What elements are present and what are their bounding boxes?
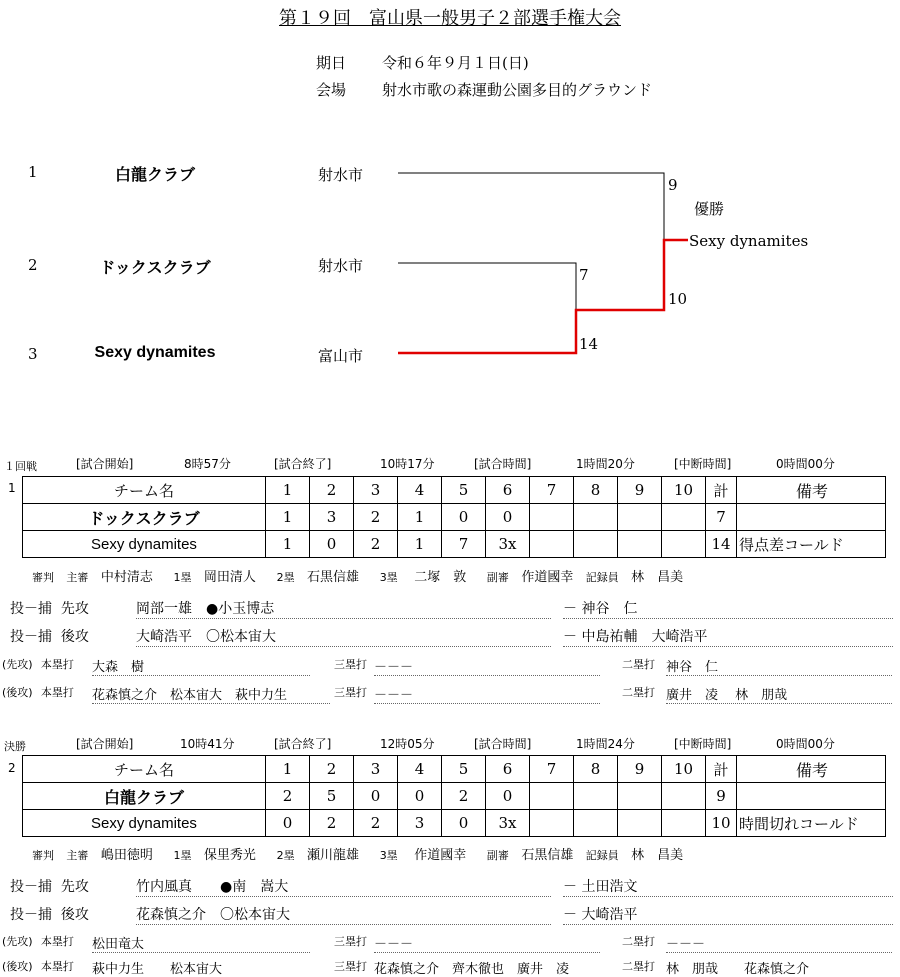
home-runs: 大森 樹 — [92, 656, 310, 676]
third-base-umpire: 作道國幸 — [414, 848, 467, 863]
battery-pitchers: 竹内風真 ●南 嵩大 — [136, 876, 551, 897]
inning-cell: 1 — [266, 531, 310, 558]
battery-catchers: － 中島祐輔 大崎浩平 — [563, 626, 893, 647]
header-cell: 5 — [442, 477, 486, 504]
triples: －－－ — [374, 684, 600, 704]
chief-umpire: 中村清志 — [100, 570, 153, 585]
total-cell: 10 — [706, 810, 737, 837]
inning-cell — [662, 504, 706, 531]
team-3-name: Sexy dynamites — [94, 344, 216, 361]
first-base-label: 1塁 — [173, 571, 192, 584]
battery-pitchers: 岡部一雄 ●小玉博志 — [136, 598, 551, 619]
recorder-label: 記録員 — [585, 571, 619, 584]
double-label-text: 二塁打 — [622, 658, 655, 671]
battery-label: 投－捕 — [10, 879, 52, 895]
duration-label: [試合時間] — [474, 457, 532, 471]
hits-side: (先攻) — [2, 658, 33, 671]
semifinal-score-bottom: 14 — [579, 335, 599, 353]
battery-side: 先攻 — [60, 879, 89, 895]
inning-cell: 0 — [442, 810, 486, 837]
inning-cell — [574, 810, 618, 837]
inning-cell — [662, 783, 706, 810]
table-row — [23, 504, 886, 531]
inning-cell — [574, 504, 618, 531]
hits-row — [2, 684, 74, 700]
final-score-bottom: 10 — [668, 290, 688, 308]
end-label: [試合終了] — [274, 457, 332, 471]
table-row — [23, 531, 886, 558]
duration-label: [試合時間] — [474, 737, 532, 751]
third-base-label: 3塁 — [379, 849, 398, 862]
header-cell: 3 — [354, 756, 398, 783]
double-label-text: 二塁打 — [622, 935, 655, 948]
inning-cell: 3 — [398, 810, 442, 837]
header-cell: 備考 — [737, 756, 886, 783]
inning-cell: 1 — [266, 504, 310, 531]
header-cell: 6 — [486, 756, 530, 783]
double-label-text: 二塁打 — [622, 960, 655, 973]
triple-label — [334, 933, 367, 949]
header-cell: 3 — [354, 477, 398, 504]
chief-label: 主審 — [66, 571, 89, 584]
header-cell: 5 — [442, 756, 486, 783]
battery-row — [10, 904, 89, 924]
hits-side: (後攻) — [2, 960, 33, 973]
inning-cell: 3x — [486, 810, 530, 837]
inning-cell: 2 — [266, 783, 310, 810]
doubles: 廣井 凌 林 朋哉 — [666, 684, 892, 704]
bracket-line-winner — [398, 240, 688, 353]
header-cell: 2 — [310, 756, 354, 783]
triple-label-text: 三塁打 — [334, 960, 367, 973]
note-cell — [737, 783, 886, 810]
venue-label: 会場 — [316, 81, 347, 99]
venue-value: 射水市歌の森運動公園多目的グラウンド — [382, 81, 653, 99]
team-name-cell: 白龍クラブ — [23, 783, 266, 810]
inning-cell: 0 — [398, 783, 442, 810]
hits-row — [2, 656, 74, 672]
inning-cell — [574, 783, 618, 810]
team-1-name: 白龍クラブ — [114, 167, 195, 184]
hr-label: 本塁打 — [40, 686, 74, 699]
home-runs: 松田竜太 — [92, 933, 310, 953]
battery-catchers: － 大崎浩平 — [563, 904, 893, 925]
header-cell: 8 — [574, 756, 618, 783]
start-value: 8時57分 — [184, 457, 231, 471]
header-cell: 7 — [530, 756, 574, 783]
inning-cell — [530, 531, 574, 558]
triples: －－－ — [374, 656, 600, 676]
header-cell: 9 — [618, 756, 662, 783]
battery-pitchers: 花森慎之介 〇松本宙大 — [136, 904, 551, 925]
doubles: 神谷 仁 — [666, 656, 892, 676]
date-label: 期日 — [316, 54, 347, 72]
recorder: 林 昌美 — [631, 570, 684, 585]
inning-cell: 0 — [310, 531, 354, 558]
seed-2: 2 — [28, 256, 38, 274]
hr-label: 本塁打 — [40, 658, 74, 671]
double-label — [622, 933, 655, 949]
inning-cell: 0 — [486, 783, 530, 810]
inning-cell: 2 — [442, 783, 486, 810]
break-label: [中断時間] — [674, 737, 732, 751]
doubles: 林 朋哉 花森慎之介 — [666, 962, 810, 977]
game-number: 1 — [8, 481, 16, 495]
second-base-umpire: 石黒信雄 — [307, 570, 360, 585]
start-value: 10時41分 — [180, 737, 235, 751]
inning-cell: 3 — [310, 504, 354, 531]
team-1-city: 射水市 — [318, 166, 364, 184]
inning-cell — [530, 810, 574, 837]
inning-cell — [618, 531, 662, 558]
team-2-city: 射水市 — [318, 257, 364, 275]
inning-cell: 2 — [354, 531, 398, 558]
inning-cell — [618, 810, 662, 837]
home-runs: 萩中力生 松本宙大 — [92, 962, 223, 977]
note-cell: 得点差コールド — [737, 531, 886, 558]
end-value: 12時05分 — [380, 737, 435, 751]
date-value: 令和６年９月１日(日) — [382, 54, 529, 72]
inning-cell: 7 — [442, 531, 486, 558]
start-label: [試合開始] — [76, 737, 134, 751]
inning-cell: 0 — [486, 504, 530, 531]
second-base-label: 2塁 — [276, 849, 295, 862]
sub-umpire: 石黒信雄 — [521, 848, 574, 863]
team-name-cell: Sexy dynamites — [23, 810, 266, 837]
team-name-cell: ドックスクラブ — [23, 504, 266, 531]
sub-umpire-label: 副審 — [486, 571, 509, 584]
double-label-text: 二塁打 — [622, 686, 655, 699]
header-cell: 7 — [530, 477, 574, 504]
triple-label — [334, 656, 367, 672]
break-value: 0時間00分 — [776, 457, 835, 471]
duration-value: 1時間24分 — [576, 737, 635, 751]
note-cell — [737, 504, 886, 531]
double-label — [622, 958, 655, 974]
header-cell: 4 — [398, 477, 442, 504]
second-base-label: 2塁 — [276, 571, 295, 584]
hits-side: (後攻) — [2, 686, 33, 699]
team-name-cell: Sexy dynamites — [23, 531, 266, 558]
header-cell: チーム名 — [23, 756, 266, 783]
champion-label: 優勝 — [694, 200, 725, 218]
page-title: 第１９回 富山県一般男子２部選手権大会 — [279, 8, 621, 29]
round-label: １回戦 — [4, 460, 37, 473]
game-number: 2 — [8, 761, 16, 775]
break-label: [中断時間] — [674, 457, 732, 471]
end-value: 10時17分 — [380, 457, 435, 471]
triple-label — [334, 684, 367, 700]
champion-name: Sexy dynamites — [689, 232, 809, 250]
referee-label: 審判 — [32, 849, 54, 862]
hr-label: 本塁打 — [40, 935, 74, 948]
home-runs: 花森慎之介 松本宙大 萩中力生 — [92, 684, 330, 704]
inning-cell — [530, 783, 574, 810]
battery-row — [10, 876, 89, 896]
double-label — [622, 656, 655, 672]
hr-label: 本塁打 — [40, 960, 74, 973]
header-cell: 計 — [706, 477, 737, 504]
doubles: －－－ — [666, 933, 892, 953]
team-3-city: 富山市 — [318, 347, 364, 365]
inning-cell — [618, 783, 662, 810]
duration-value: 1時間20分 — [576, 457, 635, 471]
hits-row — [2, 958, 74, 974]
header-cell: 計 — [706, 756, 737, 783]
triple-label-text: 三塁打 — [334, 658, 367, 671]
header-cell: 備考 — [737, 477, 886, 504]
bracket-lines — [0, 0, 900, 420]
second-base-umpire: 瀬川龍雄 — [307, 848, 360, 863]
header-cell: 10 — [662, 756, 706, 783]
end-label: [試合終了] — [274, 737, 332, 751]
inning-cell: 0 — [266, 810, 310, 837]
battery-row — [10, 598, 89, 618]
battery-label: 投－捕 — [10, 907, 52, 923]
hits-row — [2, 933, 74, 949]
inning-cell: 2 — [354, 810, 398, 837]
third-base-label: 3塁 — [379, 571, 398, 584]
header-cell: 2 — [310, 477, 354, 504]
chief-umpire: 嶋田徳明 — [100, 848, 153, 863]
inning-cell: 0 — [354, 783, 398, 810]
boxscore-header-row — [23, 477, 886, 504]
round-label: 決勝 — [4, 740, 26, 753]
chief-label: 主審 — [66, 849, 89, 862]
boxscore-table — [22, 755, 886, 837]
seed-1: 1 — [28, 163, 38, 181]
battery-catchers: － 神谷 仁 — [563, 598, 893, 619]
header-cell: チーム名 — [23, 477, 266, 504]
triple-label-text: 三塁打 — [334, 935, 367, 948]
final-score-top: 9 — [668, 176, 678, 194]
umpire-line — [32, 566, 683, 585]
first-base-umpire: 保里秀光 — [203, 848, 256, 863]
header-cell: 4 — [398, 756, 442, 783]
battery-side: 後攻 — [60, 907, 89, 923]
bracket-line-team1 — [398, 173, 664, 240]
referee-label: 審判 — [32, 571, 54, 584]
header-cell: 6 — [486, 477, 530, 504]
battery-label: 投－捕 — [10, 601, 52, 617]
sub-umpire-label: 副審 — [486, 849, 509, 862]
inning-cell: 0 — [442, 504, 486, 531]
recorder-label: 記録員 — [585, 849, 619, 862]
battery-label: 投－捕 — [10, 629, 52, 645]
inning-cell: 1 — [398, 504, 442, 531]
inning-cell — [662, 531, 706, 558]
triples: 花森慎之介 齊木徹也 廣井 凌 — [374, 962, 570, 977]
triple-label-text: 三塁打 — [334, 686, 367, 699]
semifinal-score-top: 7 — [579, 266, 589, 284]
third-base-umpire: 二塚 敦 — [414, 570, 467, 585]
inning-cell: 2 — [354, 504, 398, 531]
recorder: 林 昌美 — [631, 848, 684, 863]
battery-side: 先攻 — [60, 601, 89, 617]
header-cell: 1 — [266, 477, 310, 504]
inning-cell — [530, 504, 574, 531]
inning-cell: 3x — [486, 531, 530, 558]
header-cell: 9 — [618, 477, 662, 504]
inning-cell — [618, 504, 662, 531]
triple-label — [334, 958, 367, 974]
battery-row — [10, 626, 89, 646]
bracket-line-team2 — [398, 263, 576, 310]
header-cell: 8 — [574, 477, 618, 504]
seed-3: 3 — [28, 345, 38, 363]
inning-cell — [574, 531, 618, 558]
first-base-umpire: 岡田清人 — [203, 570, 256, 585]
table-row — [23, 783, 886, 810]
battery-pitchers: 大崎浩平 〇松本宙大 — [136, 626, 551, 647]
inning-cell: 2 — [310, 810, 354, 837]
first-base-label: 1塁 — [173, 849, 192, 862]
inning-cell — [662, 810, 706, 837]
total-cell: 9 — [706, 783, 737, 810]
header-cell: 10 — [662, 477, 706, 504]
note-cell: 時間切れコールド — [737, 810, 886, 837]
triples: －－－ — [374, 933, 600, 953]
inning-cell: 1 — [398, 531, 442, 558]
double-label — [622, 684, 655, 700]
umpire-line — [32, 844, 683, 863]
battery-side: 後攻 — [60, 629, 89, 645]
team-2-name: ドックスクラブ — [99, 260, 211, 277]
break-value: 0時間00分 — [776, 737, 835, 751]
header-cell: 1 — [266, 756, 310, 783]
boxscore-table — [22, 476, 886, 558]
total-cell: 7 — [706, 504, 737, 531]
total-cell: 14 — [706, 531, 737, 558]
battery-catchers: － 土田浩文 — [563, 876, 893, 897]
hits-side: (先攻) — [2, 935, 33, 948]
start-label: [試合開始] — [76, 457, 134, 471]
sub-umpire: 作道國幸 — [521, 570, 574, 585]
inning-cell: 5 — [310, 783, 354, 810]
boxscore-header-row — [23, 756, 886, 783]
table-row — [23, 810, 886, 837]
